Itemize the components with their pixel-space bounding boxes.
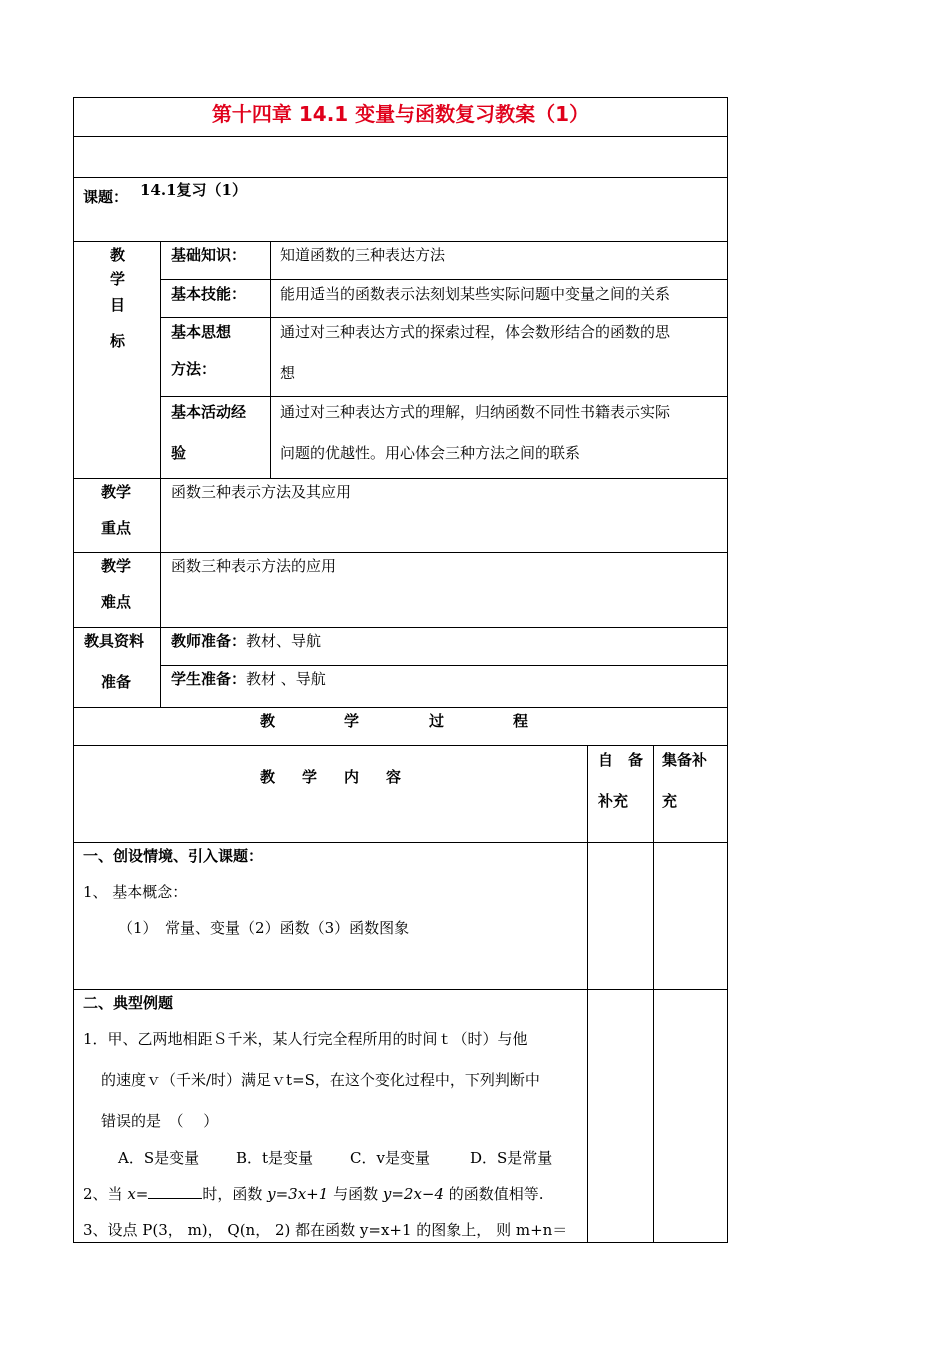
row-divider xyxy=(74,842,727,843)
objective-name: 基本技能： xyxy=(171,285,247,303)
row-divider xyxy=(74,478,727,479)
key-points-text: 函数三种表示方法及其应用 xyxy=(171,483,352,501)
teacher-prep-value: 教材、导航 xyxy=(246,632,322,650)
objectives-label: 教 xyxy=(110,246,126,264)
process-heading: 程 xyxy=(513,712,529,730)
objectives-label: 标 xyxy=(110,332,126,350)
objective-name: 验 xyxy=(171,444,187,462)
section-heading: 一、创设情境、引入课题： xyxy=(83,847,264,865)
group-prep-header: 充 xyxy=(662,792,678,810)
option-a: A．S是变量 xyxy=(118,1149,200,1167)
key-points-label: 教学 xyxy=(101,483,132,501)
objectives-label: 目 xyxy=(110,296,126,314)
option-d: D．S是常量 xyxy=(470,1149,553,1167)
topic-label: 课题： xyxy=(83,188,129,206)
question-line: 错误的是 （ ） xyxy=(101,1112,219,1130)
row-divider xyxy=(74,552,727,553)
row-divider xyxy=(74,177,727,178)
content-col-header: 学 xyxy=(302,768,318,786)
objective-name: 基础知识： xyxy=(171,246,247,264)
q2-text: 时，函数 xyxy=(202,1185,268,1203)
row-divider xyxy=(160,665,727,666)
process-heading: 过 xyxy=(429,712,445,730)
objective-text: 想 xyxy=(280,364,296,382)
self-prep-header: 补充 xyxy=(598,792,629,810)
q2-formula: y=2x−4 xyxy=(382,1185,445,1203)
student-prep xyxy=(171,669,326,689)
row-divider xyxy=(74,707,727,708)
difficulties-label: 教学 xyxy=(101,557,132,575)
objective-name: 基本活动经 xyxy=(171,403,247,421)
section-item-detail: （1） 常量、变量（2）函数（3）函数图象 xyxy=(118,919,410,937)
option-b: B．t是变量 xyxy=(236,1149,314,1167)
objective-text: 通过对三种表达方式的理解，归纳函数不同性书籍表示实际 xyxy=(280,403,671,421)
student-prep-label: 学生准备： xyxy=(171,670,247,688)
question-2 xyxy=(83,1184,544,1204)
content-col-header: 内 xyxy=(344,768,360,786)
content-col-header: 教 xyxy=(260,768,276,786)
self-prep-header: 自 备 xyxy=(598,751,644,769)
group-prep-header: 集备补 xyxy=(662,751,708,769)
objective-text: 问题的优越性。用心体会三种方法之间的联系 xyxy=(280,444,581,462)
row-divider xyxy=(160,317,727,318)
topic-value: 14.1复习（1） xyxy=(140,181,247,199)
row-divider xyxy=(74,745,727,746)
objectives-label: 学 xyxy=(110,270,126,288)
teacher-prep xyxy=(171,631,321,651)
objective-name: 基本思想 xyxy=(171,323,232,341)
objective-text: 通过对三种表达方式的探索过程，体会数形结合的函数的思 xyxy=(280,323,671,341)
lesson-plan-table xyxy=(73,97,728,1243)
question-line: 的速度ｖ（千米/时）满足ｖt=S，在这个变化过程中，下列判断中 xyxy=(101,1071,540,1089)
q2-var: x xyxy=(127,1185,136,1203)
teacher-prep-label: 教师准备： xyxy=(171,632,247,650)
section-item: 1、 基本概念： xyxy=(83,883,188,901)
materials-label: 教具资料 xyxy=(84,632,145,650)
q2-formula: y=3x+1 xyxy=(267,1185,329,1203)
objective-name: 方法： xyxy=(171,360,217,378)
q2-text: 的函数值相等. xyxy=(444,1185,544,1203)
objective-text: 能用适当的函数表示法刻划某些实际问题中变量之间的关系 xyxy=(280,285,671,303)
row-divider xyxy=(160,396,727,397)
col-divider xyxy=(270,241,271,478)
row-divider xyxy=(74,241,727,242)
col-divider xyxy=(653,745,654,1242)
content-col-header: 容 xyxy=(386,768,402,786)
page-title: 第十四章 14.1 变量与函数复习教案（1） xyxy=(211,102,590,126)
section-heading: 二、典型例题 xyxy=(83,994,174,1012)
materials-label: 准备 xyxy=(101,673,132,691)
q2-text: 2、当 xyxy=(83,1185,128,1203)
row-divider xyxy=(74,136,727,137)
difficulties-text: 函数三种表示方法的应用 xyxy=(171,557,337,575)
q2-text: = xyxy=(135,1185,149,1203)
row-divider xyxy=(74,989,727,990)
col-divider xyxy=(160,241,161,707)
question-3: 3、设点 P(3， m)， Q(n， 2) 都在函数 y=x+1 的图象上， 则 m+n＝ xyxy=(83,1221,568,1239)
difficulties-label: 难点 xyxy=(101,593,132,611)
question-line: 1．甲、乙两地相距Ｓ千米，某人行完全程所用的时间ｔ（时）与他 xyxy=(83,1030,528,1048)
row-divider xyxy=(74,627,727,628)
objective-text: 知道函数的三种表达方法 xyxy=(280,246,446,264)
answer-blank[interactable] xyxy=(148,1184,202,1199)
process-heading: 教 xyxy=(260,712,276,730)
col-divider xyxy=(587,745,588,1242)
q2-text: 与函数 xyxy=(328,1185,383,1203)
option-c: C．v是变量 xyxy=(350,1149,430,1167)
student-prep-value: 教材 、导航 xyxy=(246,670,326,688)
process-heading: 学 xyxy=(344,712,360,730)
key-points-label: 重点 xyxy=(101,519,132,537)
row-divider xyxy=(160,279,727,280)
